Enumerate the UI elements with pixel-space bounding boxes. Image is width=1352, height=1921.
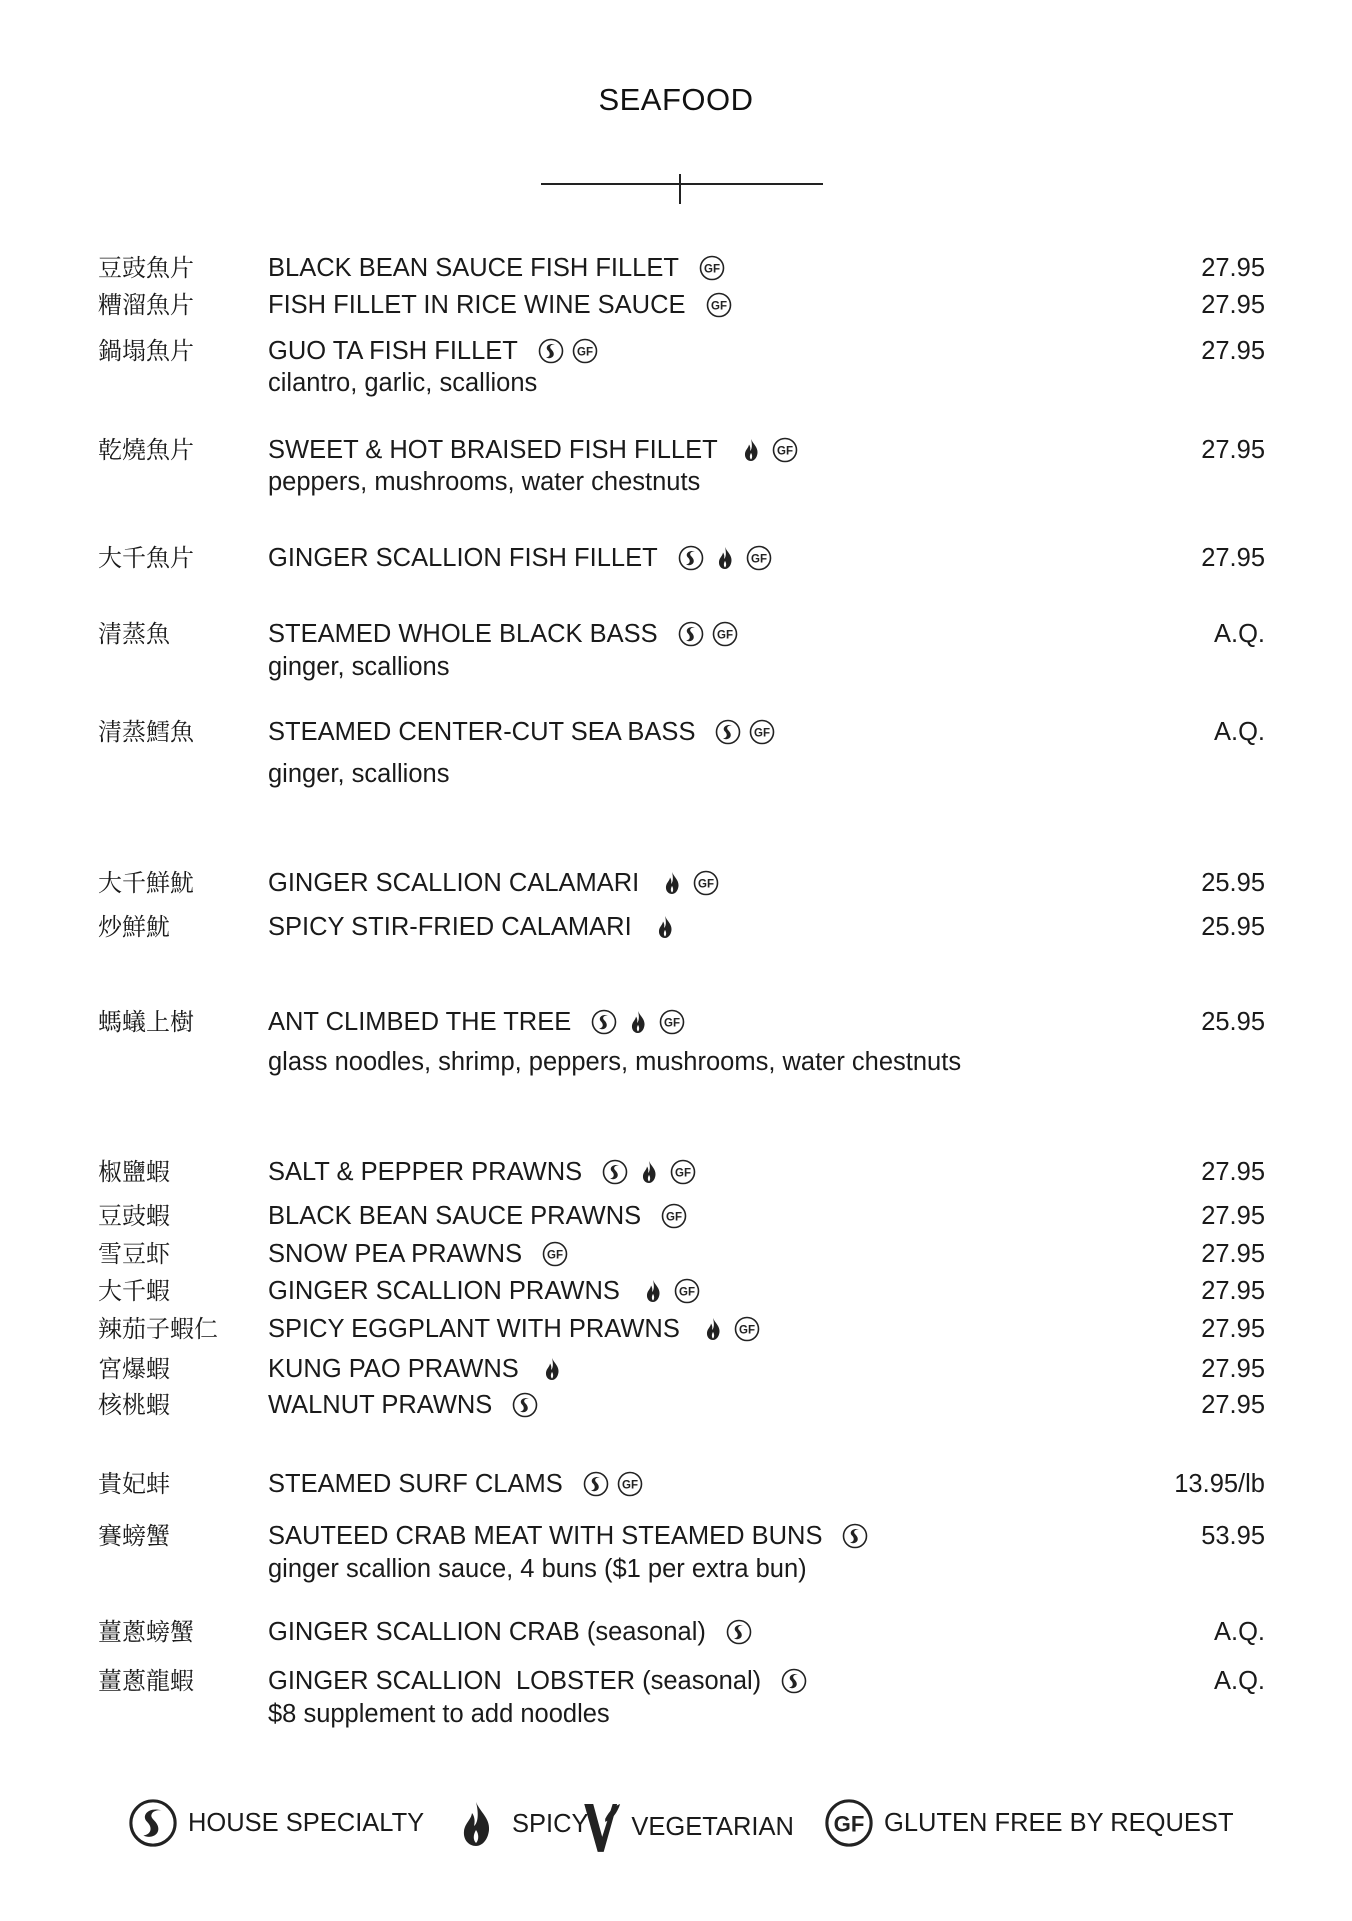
item-english-name-wrap [268,869,719,897]
item-price: A.Q. [1213,620,1265,648]
item-icons [659,870,719,896]
menu-item [0,1466,1352,1500]
spicy-icon [625,1009,651,1035]
item-english-name: GINGER SCALLION LOBSTER (seasonal) [268,1667,762,1695]
svg-text:GF: GF [698,878,715,891]
svg-text:GF: GF [547,1249,564,1262]
gluten-free-icon [674,1278,700,1304]
menu-item [0,1614,1352,1648]
svg-text:GF: GF [750,553,767,566]
gluten-free-icon [734,1316,760,1342]
house-specialty-icon [128,1798,178,1848]
svg-text:GF: GF [664,1017,681,1030]
item-chinese-name: 鍋塌魚片 [98,337,194,365]
item-icons [726,1619,752,1645]
item-english-name-wrap [268,1277,700,1305]
menu-item [0,432,1352,466]
item-english-name: ANT CLIMBED THE TREE [268,1008,572,1036]
item-price: 27.95 [1201,337,1265,365]
menu-item [0,616,1352,650]
item-english-name-wrap [268,291,732,319]
legend-house-specialty [128,1798,424,1848]
item-english-name: SPICY STIR-FRIED CALAMARI [268,913,632,941]
item-price: 27.95 [1201,1240,1265,1268]
svg-text:GF: GF [621,1479,638,1492]
item-english-name-wrap [268,1667,807,1695]
svg-text:GF: GF [776,445,793,458]
item-english-name-wrap [268,1158,696,1186]
menu-item [0,1311,1352,1345]
item-price: 53.95 [1201,1522,1265,1550]
item-icons [652,914,678,940]
item-chinese-name: 核桃蝦 [98,1391,170,1419]
item-price: A.Q. [1213,1667,1265,1695]
item-icons [602,1159,696,1185]
item-english-name-wrap [268,718,775,746]
item-icons [538,338,598,364]
item-chinese-name: 清蒸魚 [98,620,170,648]
svg-text:GF: GF [675,1167,692,1180]
icon-legend [0,1798,1352,1854]
item-english-name-wrap [268,1240,568,1268]
item-english-name-wrap [268,913,678,941]
spicy-icon [652,914,678,940]
spicy-icon [700,1316,726,1342]
item-english-name: SNOW PEA PRAWNS [268,1240,523,1268]
house-specialty-icon [781,1668,807,1694]
legend-gluten-free [824,1798,1234,1848]
page-title: SEAFOOD [598,82,754,117]
item-icons [699,255,725,281]
item-english-name-wrap [268,337,598,365]
legend-spicy [450,1798,589,1850]
menu-item [0,1663,1352,1697]
svg-text:GF: GF [754,727,771,740]
item-english-name: STEAMED CENTER-CUT SEA BASS [268,718,696,746]
house-specialty-icon [715,719,741,745]
menu-item [0,333,1352,367]
item-icons [706,292,732,318]
gluten-free-icon [659,1009,685,1035]
item-chinese-name: 貴妃蚌 [98,1470,170,1498]
vegetarian-icon [580,1798,621,1858]
item-price: 27.95 [1201,436,1265,464]
item-chinese-name: 宮爆蝦 [98,1355,170,1383]
menu-item [0,714,1352,748]
gluten-free-icon [661,1203,687,1229]
item-english-name: BLACK BEAN SAUCE FISH FILLET [268,254,679,282]
item-icons [542,1241,568,1267]
item-english-name: GUO TA FISH FILLET [268,337,518,365]
legend-vegetarian [580,1798,794,1858]
house-specialty-icon [538,338,564,364]
item-english-name-wrap [268,436,798,464]
item-price: 25.95 [1201,1008,1265,1036]
item-icons [738,437,798,463]
legend-label: HOUSE SPECIALTY [188,1808,425,1837]
item-english-name-wrap [268,1008,685,1036]
menu-item [0,250,1352,284]
item-icons [678,621,738,647]
spicy-icon [636,1159,662,1185]
item-chinese-name: 豆豉蝦 [98,1202,170,1230]
item-english-name-wrap [268,620,738,648]
legend-label: VEGETARIAN [631,1813,794,1842]
item-english-name: SAUTEED CRAB MEAT WITH STEAMED BUNS [268,1522,823,1550]
item-chinese-name: 大千魚片 [98,544,194,572]
item-price: 27.95 [1201,1315,1265,1343]
menu-item [0,540,1352,574]
house-specialty-icon [678,545,704,571]
menu-item [0,1518,1352,1552]
item-english-name: FISH FILLET IN RICE WINE SAUCE [268,291,686,319]
menu-item [0,1273,1352,1307]
item-english-name: GINGER SCALLION CRAB (seasonal) [268,1618,706,1646]
item-chinese-name: 賽螃蟹 [98,1522,170,1550]
item-icons [583,1471,643,1497]
item-english-name-wrap [268,1391,538,1419]
item-english-name: STEAMED SURF CLAMS [268,1470,563,1498]
item-english-name-wrap [268,1315,760,1343]
menu-item [0,287,1352,321]
legend-label: GLUTEN FREE BY REQUEST [884,1808,1234,1837]
gluten-free-icon [746,545,772,571]
item-chinese-name: 乾燒魚片 [98,436,194,464]
item-price: 27.95 [1201,1158,1265,1186]
item-price: 27.95 [1201,1355,1265,1383]
svg-text:GF: GF [833,1811,865,1837]
gluten-free-icon [670,1159,696,1185]
item-icons [512,1392,538,1418]
svg-text:GF: GF [576,346,593,359]
house-specialty-icon [591,1009,617,1035]
item-english-name-wrap [268,1355,565,1383]
spicy-icon [450,1798,502,1850]
item-chinese-name: 雪豆虾 [98,1240,170,1268]
spicy-icon [712,545,738,571]
spicy-icon [738,437,764,463]
item-icons [539,1356,565,1382]
item-english-name: BLACK BEAN SAUCE PRAWNS [268,1202,642,1230]
menu-item [0,1004,1352,1038]
svg-text:GF: GF [678,1286,695,1299]
gluten-free-icon [749,719,775,745]
item-price: 25.95 [1201,869,1265,897]
spicy-icon [640,1278,666,1304]
legend-label: SPICY [512,1809,589,1838]
item-chinese-name: 炒鮮魷 [98,913,170,941]
item-price: 27.95 [1201,1391,1265,1419]
item-price: 27.95 [1201,544,1265,572]
item-english-name: SWEET & HOT BRAISED FISH FILLET [268,436,718,464]
item-english-name: WALNUT PRAWNS [268,1391,493,1419]
item-chinese-name: 清蒸鱈魚 [98,718,194,746]
item-icons [661,1203,687,1229]
item-english-name: SALT & PEPPER PRAWNS [268,1158,583,1186]
item-chinese-name: 豆豉魚片 [98,254,194,282]
gluten-free-icon [617,1471,643,1497]
item-english-name: KUNG PAO PRAWNS [268,1355,519,1383]
item-english-name: GINGER SCALLION FISH FILLET [268,544,658,572]
menu-item [0,1351,1352,1385]
house-specialty-icon [602,1159,628,1185]
item-english-name-wrap [268,1618,752,1646]
menu-item [0,865,1352,899]
item-english-name: GINGER SCALLION CALAMARI [268,869,640,897]
item-chinese-name: 糟溜魚片 [98,291,194,319]
item-icons [781,1668,807,1694]
item-price: 27.95 [1201,1277,1265,1305]
item-english-name-wrap [268,1202,687,1230]
item-description: cilantro, garlic, scallions [268,369,538,397]
item-icons [842,1523,868,1549]
item-english-name-wrap [268,544,772,572]
gluten-free-icon [699,255,725,281]
item-chinese-name: 大千蝦 [98,1277,170,1305]
gluten-free-icon [542,1241,568,1267]
item-english-name: GINGER SCALLION PRAWNS [268,1277,620,1305]
item-description: $8 supplement to add noodles [268,1700,610,1728]
svg-text:GF: GF [666,1211,683,1224]
item-chinese-name: 大千鮮魷 [98,869,194,897]
item-english-name: SPICY EGGPLANT WITH PRAWNS [268,1315,680,1343]
gluten-free-icon [824,1798,874,1848]
item-english-name: STEAMED WHOLE BLACK BASS [268,620,658,648]
gluten-free-icon [706,292,732,318]
house-specialty-icon [726,1619,752,1645]
house-specialty-icon [678,621,704,647]
svg-text:GF: GF [703,263,720,276]
item-price: 25.95 [1201,913,1265,941]
item-price: 27.95 [1201,291,1265,319]
item-price: 13.95/lb [1174,1470,1265,1498]
item-english-name-wrap [268,1470,643,1498]
menu-item [0,909,1352,943]
item-description: ginger, scallions [268,653,450,681]
item-chinese-name: 椒鹽蝦 [98,1158,170,1186]
item-description: peppers, mushrooms, water chestnuts [268,468,701,496]
svg-text:GF: GF [738,1324,755,1337]
svg-text:GF: GF [716,629,733,642]
svg-text:GF: GF [710,300,727,313]
gluten-free-icon [572,338,598,364]
title-divider [541,174,823,204]
house-specialty-icon [842,1523,868,1549]
item-icons [678,545,772,571]
item-icons [591,1009,685,1035]
item-description: ginger scallion sauce, 4 buns ($1 per extra bun) [268,1555,807,1583]
house-specialty-icon [512,1392,538,1418]
item-price: A.Q. [1213,718,1265,746]
item-icons [700,1316,760,1342]
item-english-name-wrap [268,254,725,282]
item-chinese-name: 辣茄子蝦仁 [98,1315,218,1343]
item-price: A.Q. [1213,1618,1265,1646]
item-chinese-name: 薑蔥龍蝦 [98,1667,194,1695]
menu-item [0,1198,1352,1232]
item-description: glass noodles, shrimp, peppers, mushrooms, water chestnuts [268,1048,962,1076]
item-price: 27.95 [1201,254,1265,282]
house-specialty-icon [583,1471,609,1497]
item-icons [715,719,775,745]
menu-item [0,1387,1352,1421]
gluten-free-icon [693,870,719,896]
spicy-icon [539,1356,565,1382]
item-english-name-wrap [268,1522,868,1550]
menu-item [0,1154,1352,1188]
item-chinese-name: 薑蔥螃蟹 [98,1618,194,1646]
item-price: 27.95 [1201,1202,1265,1230]
gluten-free-icon [712,621,738,647]
menu-item [0,1236,1352,1270]
spicy-icon [659,870,685,896]
gluten-free-icon [772,437,798,463]
item-icons [640,1278,700,1304]
item-description: ginger, scallions [268,760,450,788]
item-chinese-name: 螞蟻上樹 [98,1008,194,1036]
